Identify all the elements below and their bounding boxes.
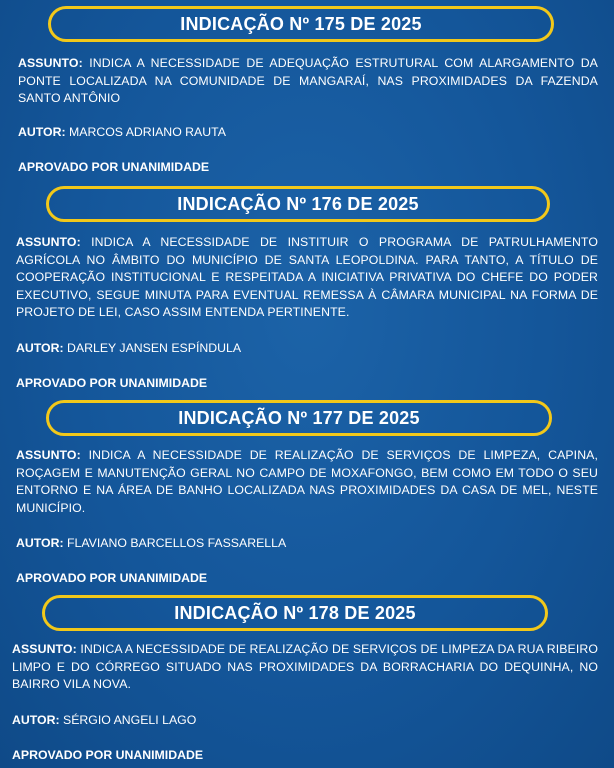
author-label: AUTOR: bbox=[12, 713, 60, 727]
indication-title-text: INDICAÇÃO Nº 175 DE 2025 bbox=[180, 13, 422, 34]
indication-subject-178 bbox=[12, 641, 598, 694]
indication-title-175 bbox=[48, 6, 554, 42]
subject-label: ASSUNTO: bbox=[12, 642, 77, 656]
indication-author-178 bbox=[12, 712, 196, 730]
subject-text: INDICA A NECESSIDADE DE ADEQUAÇÃO ESTRUTURAL COM ALARGAMENTO DA PONTE LOCALIZADA NA COMUNIDADE DE MANGARAÍ, NAS PROXIMIDADES DA FAZENDA SANTO ANTÔNIO bbox=[18, 56, 598, 105]
subject-text: INDICA A NECESSIDADE DE INSTITUIR O PROGRAMA DE PATRULHAMENTO AGRÍCOLA NO ÂMBITO DO MUNICÍPIO DE SANTA LEOPOLDINA. PARA TANTO, A TÍTULO DE COOPERAÇÃO INSTITUCIONAL E RESPEITADA A INICIATIVA PRIVATIVA DO CHEFE DO PODER EXECUTIVO, SEGUE MINUTA PARA EVENTUAL REMESSA À CÂMARA MUNICIPAL NA FORMA DE PROJETO DE LEI, CASO ASSIM ENTENDA PERTINENTE. bbox=[16, 235, 598, 319]
indication-subject-177 bbox=[16, 447, 598, 517]
indication-title-176 bbox=[46, 186, 550, 222]
subject-text: INDICA A NECESSIDADE DE REALIZAÇÃO DE SERVIÇOS DE LIMPEZA, CAPINA, ROÇAGEM E MANUTENÇÃO GERAL NO CAMPO DE MOXAFONGO, BEM COMO EM TODO O SEU ENTORNO E NA ÁREA DE BANHO LOCALIZADA NAS PROXIMIDADES DA CASA DE MEL, NESTE MUNICÍPIO. bbox=[16, 448, 598, 515]
indication-status-177: APROVADO POR UNANIMIDADE bbox=[16, 571, 208, 585]
author-name: MARCOS ADRIANO RAUTA bbox=[69, 125, 226, 139]
indication-title-text: INDICAÇÃO Nº 176 DE 2025 bbox=[177, 193, 419, 214]
author-name: SÉRGIO ANGELI LAGO bbox=[63, 713, 197, 727]
indication-status-175: APROVADO POR UNANIMIDADE bbox=[18, 160, 210, 174]
indication-author-177 bbox=[16, 535, 286, 553]
indication-title-178 bbox=[42, 595, 548, 631]
subject-label: ASSUNTO: bbox=[16, 235, 81, 249]
subject-label: ASSUNTO: bbox=[18, 56, 83, 70]
subject-label: ASSUNTO: bbox=[16, 448, 81, 462]
indication-title-177 bbox=[46, 400, 552, 436]
subject-text: INDICA A NECESSIDADE DE REALIZAÇÃO DE SERVIÇOS DE LIMPEZA DA RUA RIBEIRO LIMPO E DO CÓRREGO SITUADO NAS PROXIMIDADES DA BORRACHARIA DO DEQUINHA, NO BAIRRO VILA NOVA. bbox=[12, 642, 598, 691]
indication-title-text: INDICAÇÃO Nº 177 DE 2025 bbox=[178, 407, 420, 428]
indication-status-178: APROVADO POR UNANIMIDADE bbox=[12, 748, 204, 762]
indication-author-175 bbox=[18, 124, 226, 142]
author-name: DARLEY JANSEN ESPÍNDULA bbox=[67, 341, 242, 355]
author-label: AUTOR: bbox=[16, 536, 64, 550]
author-label: AUTOR: bbox=[16, 341, 64, 355]
indication-title-text: INDICAÇÃO Nº 178 DE 2025 bbox=[174, 602, 416, 623]
indication-status-176: APROVADO POR UNANIMIDADE bbox=[16, 376, 208, 390]
author-label: AUTOR: bbox=[18, 125, 66, 139]
author-name: FLAVIANO BARCELLOS FASSARELLA bbox=[67, 536, 287, 550]
indication-subject-176 bbox=[16, 234, 598, 322]
indication-subject-175 bbox=[18, 55, 598, 108]
indication-author-176 bbox=[16, 340, 241, 358]
